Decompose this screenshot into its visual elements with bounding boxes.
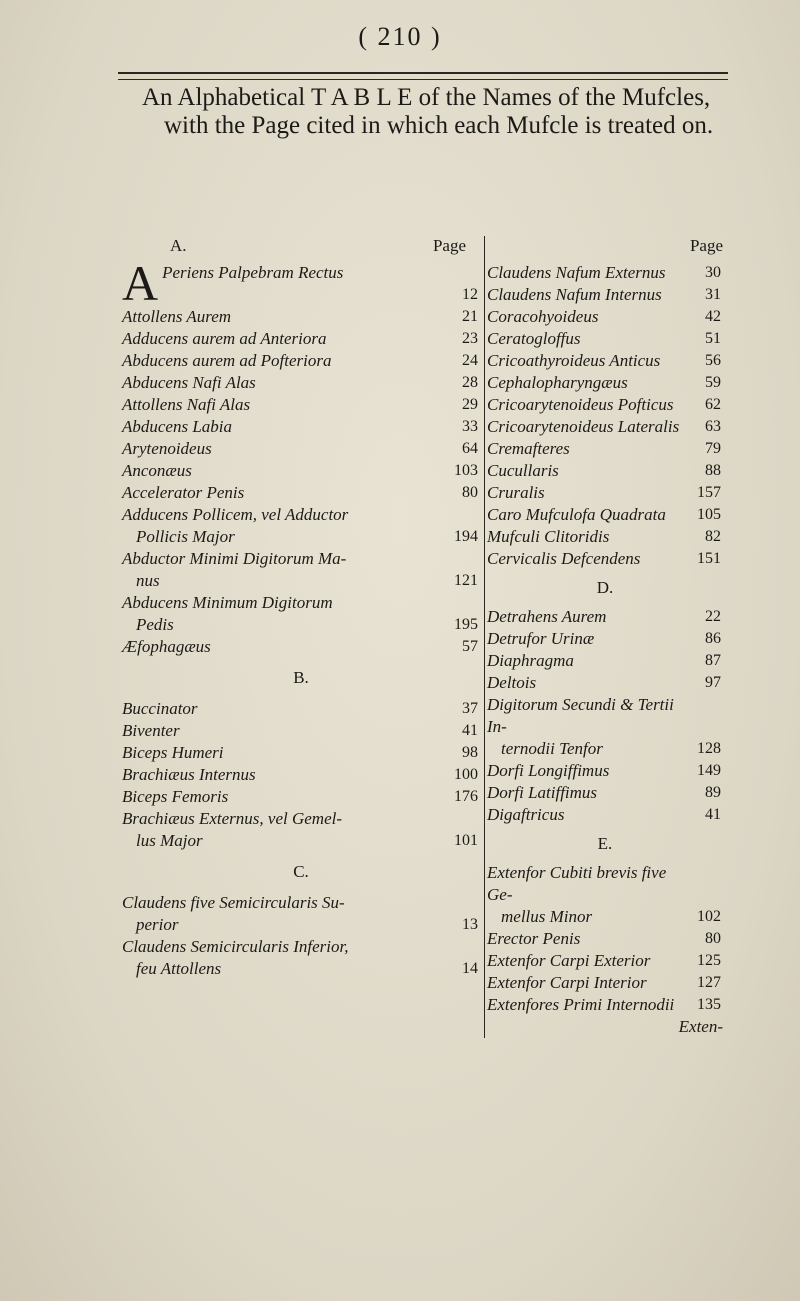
section-letter-c: C. [293, 862, 309, 881]
entry-page: 51 [705, 330, 721, 347]
entry-text: Biventer [122, 721, 180, 740]
section-letter-a: A. [170, 236, 187, 255]
index-entry [122, 394, 480, 416]
section-c-list [122, 892, 480, 980]
index-entry [122, 786, 480, 808]
entry-text: Extenfores Primi Internodii [487, 995, 675, 1014]
index-entry [487, 548, 723, 570]
entry-text: Mufculi Clitoridis [487, 527, 610, 546]
index-entry [487, 782, 723, 804]
index-entry [487, 438, 723, 460]
entry-page: 128 [697, 740, 721, 757]
entry-text: Cricoarytenoideus Lateralis [487, 417, 680, 436]
entry-page: 56 [705, 352, 721, 369]
entry-text: Periens Palpebram Rectus [162, 263, 344, 282]
entry-page: 64 [462, 440, 478, 457]
entry-continuation: perior [136, 915, 179, 934]
entry-page: 23 [462, 330, 478, 347]
entry-continuation: mellus Minor [501, 907, 593, 926]
entry-text: Claudens five Semicircularis Su- [122, 893, 345, 912]
page-column-label: Page [689, 236, 723, 255]
section-letter-b: B. [293, 668, 309, 687]
entry-text: Diaphragma [487, 651, 574, 670]
index-entry [487, 862, 723, 928]
entry-page: 22 [705, 608, 721, 625]
catchword: Exten- [678, 1017, 723, 1036]
left-column [122, 236, 480, 980]
entry-page: 13 [462, 916, 478, 933]
index-entry [487, 262, 723, 284]
index-entry [122, 808, 480, 852]
entry-page: 41 [462, 722, 478, 739]
entry-page: 105 [697, 506, 721, 523]
index-entry [122, 255, 480, 311]
entry-text: Digaftricus [487, 805, 565, 824]
entry-text: Attollens Aurem [122, 307, 232, 326]
entry-page: 80 [462, 484, 478, 501]
entry-text: Abducens Nafi Alas [122, 373, 256, 392]
index-entry [487, 284, 723, 306]
entry-continuation: lus Major [136, 831, 203, 850]
entry-continuation: Pedis [136, 615, 174, 634]
index-entry [122, 936, 480, 980]
section-letter-e: E. [597, 834, 613, 853]
index-entry [487, 694, 723, 760]
index-entry [122, 892, 480, 936]
entry-text: Cruralis [487, 483, 545, 502]
index-entry [487, 606, 723, 628]
entry-page: 127 [697, 974, 721, 991]
table-heading: An Alphabetical T A B L E of the Names of the Mufcles, with the Page cited in which each Mufcle is treated on. [142, 84, 714, 139]
header-rule-thick [118, 72, 728, 74]
entry-page: 29 [462, 396, 478, 413]
entry-page: 157 [697, 484, 721, 501]
entry-page: 151 [697, 550, 721, 567]
entry-page: 88 [705, 462, 721, 479]
index-entry [122, 720, 480, 742]
index-entry [122, 328, 480, 350]
entry-page: 149 [697, 762, 721, 779]
right-column [484, 236, 723, 1038]
entry-page: 59 [705, 374, 721, 391]
entry-continuation: ternodii Tenfor [501, 739, 603, 758]
index-entry [122, 592, 480, 636]
entry-text: Extenfor Cubiti brevis five Ge- [487, 863, 667, 904]
entry-page: 97 [705, 674, 721, 691]
index-entry [487, 760, 723, 782]
entry-text: Adducens Pollicem, vel Adductor [122, 505, 349, 524]
entry-page: 62 [705, 396, 721, 413]
entry-page: 102 [697, 908, 721, 925]
entry-text: Erector Penis [487, 929, 581, 948]
index-entry [122, 764, 480, 786]
entry-text: Claudens Nafum Internus [487, 285, 662, 304]
entry-text: Cricoathyroideus Anticus [487, 351, 661, 370]
entry-page: 82 [705, 528, 721, 545]
index-entry [122, 698, 480, 720]
index-entry [487, 394, 723, 416]
entry-page: 87 [705, 652, 721, 669]
entry-page: 98 [462, 744, 478, 761]
entry-text: Arytenoideus [122, 439, 212, 458]
entry-page: 194 [454, 528, 478, 545]
entry-text: Brachiæus Externus, vel Gemel- [122, 809, 342, 828]
entry-page: 28 [462, 374, 478, 391]
index-entry [487, 526, 723, 548]
entry-page: 37 [462, 700, 478, 717]
index-entry [487, 504, 723, 526]
entry-text: Accelerator Penis [122, 483, 245, 502]
entry-page: 86 [705, 630, 721, 647]
index-entry [487, 416, 723, 438]
entry-text: Cricoarytenoideus Pofticus [487, 395, 674, 414]
entry-text: Detrahens Aurem [487, 607, 607, 626]
entry-text: Digitorum Secundi & Tertii In- [487, 695, 674, 736]
index-entry [122, 416, 480, 438]
index-entry [487, 804, 723, 826]
index-entry [487, 350, 723, 372]
index-entry [487, 628, 723, 650]
entry-page: 80 [705, 930, 721, 947]
entry-text: Abducens aurem ad Pofteriora [122, 351, 332, 370]
entry-text: Brachiæus Internus [122, 765, 256, 784]
index-entry [122, 460, 480, 482]
entry-text: Deltois [487, 673, 537, 692]
page-number: ( 210 ) [358, 22, 442, 51]
drop-cap: A [122, 255, 159, 311]
entry-page: 41 [705, 806, 721, 823]
index-entry [487, 328, 723, 350]
entry-text: Caro Mufculofa Quadrata [487, 505, 666, 524]
header-rule-thin [118, 79, 728, 80]
entry-page: 176 [454, 788, 478, 805]
index-entry [122, 636, 480, 658]
index-entry [487, 372, 723, 394]
entry-text: Abducens Labia [122, 417, 233, 436]
entry-text: Cucullaris [487, 461, 559, 480]
entry-text: Cervicalis Defcendens [487, 549, 641, 568]
entry-text: Detrufor Urinæ [487, 629, 595, 648]
entry-text: Biceps Femoris [122, 787, 229, 806]
index-entry [122, 372, 480, 394]
entry-page: 100 [454, 766, 478, 783]
index-entry [122, 306, 480, 328]
index-entry [487, 994, 723, 1016]
index-entry [487, 482, 723, 504]
entry-page: 30 [705, 264, 721, 281]
entry-page: 24 [462, 352, 478, 369]
section-a-list [122, 306, 480, 658]
entry-text: Coracohyoideus [487, 307, 599, 326]
index-entry [122, 504, 480, 548]
entry-text: Dorfi Longiffimus [487, 761, 610, 780]
entry-page: 101 [454, 832, 478, 849]
entry-text: Cephalopharyngæus [487, 373, 628, 392]
section-b-list [122, 698, 480, 852]
entry-page: 79 [705, 440, 721, 457]
entry-text: Æfophagæus [122, 637, 211, 656]
entry-text: Claudens Semicircularis Inferior, [122, 937, 349, 956]
entry-text: Extenfor Carpi Exterior [487, 951, 651, 970]
index-entry [487, 460, 723, 482]
left-column-header [122, 236, 480, 262]
index-entry [122, 438, 480, 460]
entry-text: Claudens Nafum Externus [487, 263, 666, 282]
entry-page: 57 [462, 638, 478, 655]
entry-page: 12 [462, 286, 478, 303]
entry-page: 103 [454, 462, 478, 479]
entry-page: 89 [705, 784, 721, 801]
index-entry [122, 350, 480, 372]
entry-page: 42 [705, 308, 721, 325]
entry-text: Anconæus [122, 461, 192, 480]
index-entry [487, 650, 723, 672]
index-entry [487, 950, 723, 972]
section-e-list [487, 862, 723, 1016]
entry-continuation: Pollicis Major [136, 527, 235, 546]
entry-continuation: nus [136, 571, 160, 590]
entry-text: Dorfi Latiffimus [487, 783, 598, 802]
entry-text: Cremafteres [487, 439, 570, 458]
page-column-label: Page [432, 236, 466, 255]
index-entry [122, 548, 480, 592]
entry-page: 21 [462, 308, 478, 325]
entry-continuation: feu Attollens [136, 959, 222, 978]
entry-page: 33 [462, 418, 478, 435]
section-letter-d: D. [596, 578, 614, 597]
entry-page: 63 [705, 418, 721, 435]
section-d-list [487, 606, 723, 826]
entry-text: Adducens aurem ad Anteriora [122, 329, 327, 348]
index-entry [487, 972, 723, 994]
index-entry [487, 672, 723, 694]
entry-page: 125 [697, 952, 721, 969]
entry-text: Biceps Humeri [122, 743, 224, 762]
entry-text: Ceratogloffus [487, 329, 581, 348]
index-entry [487, 306, 723, 328]
entry-page: 14 [462, 960, 478, 977]
entry-text: Buccinator [122, 699, 198, 718]
entry-text: Extenfor Carpi Interior [487, 973, 647, 992]
index-entry [122, 742, 480, 764]
entry-page: 195 [454, 616, 478, 633]
index-entry [487, 928, 723, 950]
entry-page: 31 [705, 286, 721, 303]
entry-text: Abductor Minimi Digitorum Ma- [122, 549, 347, 568]
section-c-continued-list [487, 262, 723, 570]
entry-page: 121 [454, 572, 478, 589]
right-column-header [487, 236, 723, 262]
index-entry [122, 482, 480, 504]
entry-text: Abducens Minimum Digitorum [122, 593, 333, 612]
entry-page: 135 [697, 996, 721, 1013]
entry-text: Attollens Nafi Alas [122, 395, 251, 414]
